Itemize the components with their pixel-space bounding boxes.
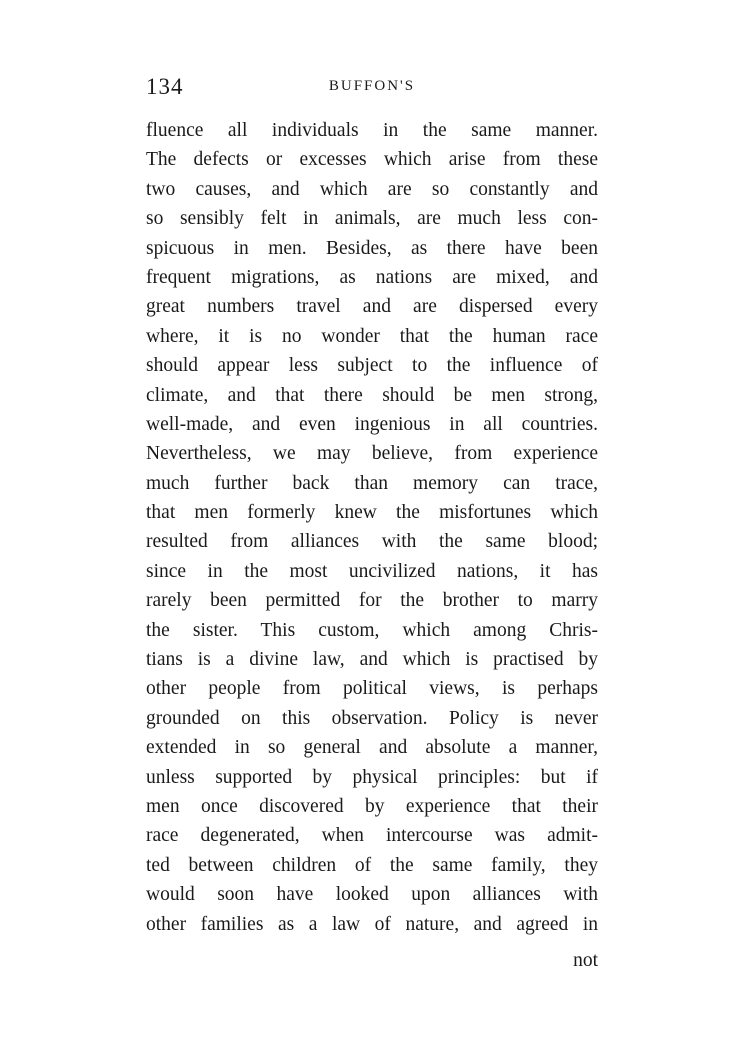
text-line: that men formerly knew the misfortunes which xyxy=(146,502,598,524)
text-line: men once discovered by experience that their xyxy=(146,795,598,817)
running-head xyxy=(146,74,598,102)
catchword: not xyxy=(573,950,598,971)
text-line: extended in so general and absolute a manner, xyxy=(146,737,598,759)
page-number: 134 xyxy=(146,74,184,99)
text-line: spicuous in men. Besides, as there have been xyxy=(146,237,598,259)
text-line: The defects or excesses which arise from these xyxy=(146,149,598,171)
text-line: race degenerated, when intercourse was admit- xyxy=(146,825,598,847)
text-line: well-made, and even ingenious in all countries. xyxy=(146,413,598,435)
text-line: other families as a law of nature, and agreed in xyxy=(146,913,598,935)
text-line: two causes, and which are so constantly and xyxy=(146,178,598,200)
text-line: fluence all individuals in the same manner. xyxy=(146,120,598,141)
text-line: unless supported by physical principles: but if xyxy=(146,766,598,788)
text-line: great numbers travel and are dispersed every xyxy=(146,296,598,318)
text-line: where, it is no wonder that the human race xyxy=(146,325,598,347)
text-line: Nevertheless, we may believe, from experience xyxy=(146,443,598,465)
text-line: the sister. This custom, which among Chris- xyxy=(146,619,598,641)
body-text xyxy=(146,116,598,939)
text-line: resulted from alliances with the same blood; xyxy=(146,531,598,553)
text-line: much further back than memory can trace, xyxy=(146,472,598,494)
text-line: rarely been permitted for the brother to marry xyxy=(146,590,598,612)
text-line: ted between children of the same family, they xyxy=(146,854,598,876)
text-line: would soon have looked upon alliances with xyxy=(146,884,598,906)
text-line: frequent migrations, as nations are mixed, and xyxy=(146,266,598,288)
running-title: BUFFON'S xyxy=(328,78,416,94)
text-line: since in the most uncivilized nations, it has xyxy=(146,560,598,582)
text-line: climate, and that there should be men strong, xyxy=(146,384,598,406)
text-line: grounded on this observation. Policy is never xyxy=(146,707,598,729)
text-line: tians is a divine law, and which is practised by xyxy=(146,649,598,671)
text-line: other people from political views, is perhaps xyxy=(146,678,598,700)
text-line: should appear less subject to the influence of xyxy=(146,355,598,377)
text-line: so sensibly felt in animals, are much less con- xyxy=(146,208,598,230)
